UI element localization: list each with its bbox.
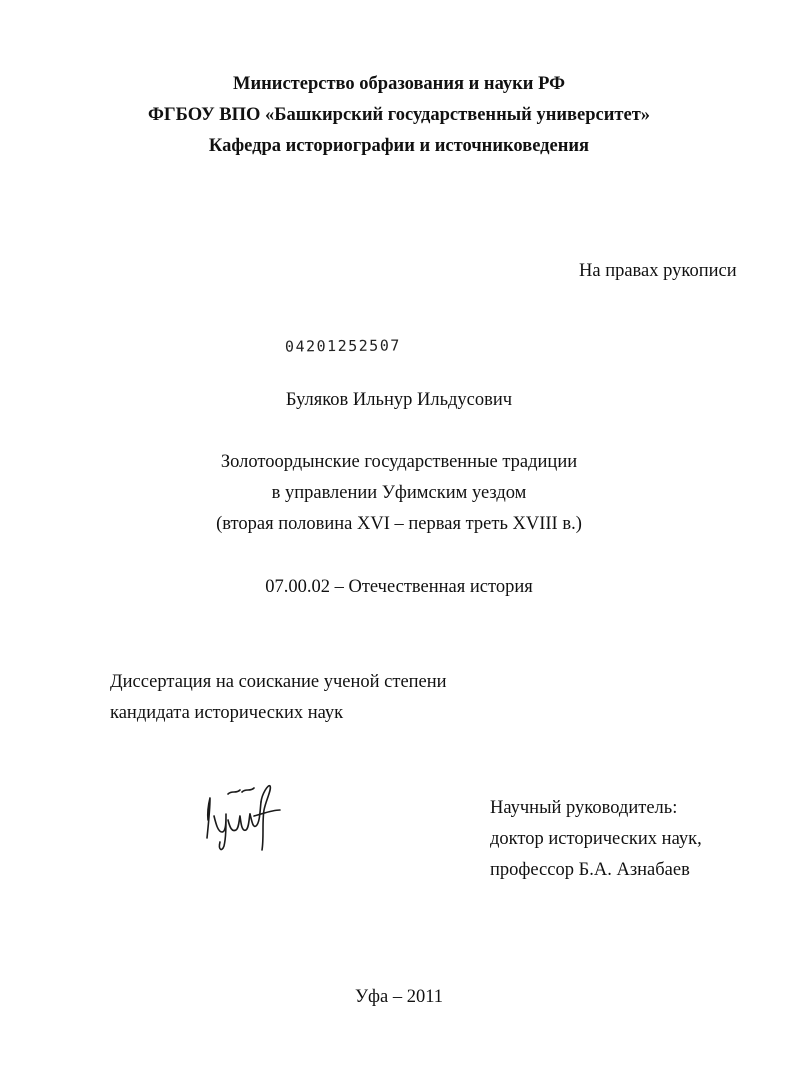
degree-line-2: кандидата исторических наук — [110, 703, 344, 723]
specialty-code: 07.00.02 – Отечественная история — [265, 577, 533, 597]
supervisor-degree: доктор исторических наук, — [490, 829, 702, 849]
manuscript-note: На правах рукописи — [579, 261, 737, 281]
author-name: Буляков Ильнур Ильдусович — [285, 390, 513, 410]
thesis-title-line-1: Золотоордынские государственные традиции — [220, 452, 578, 472]
thesis-title-line-2: в управлении Уфимским уездом — [271, 483, 527, 503]
supervisor-name: профессор Б.А. Азнабаев — [490, 860, 690, 880]
ministry-heading: Министерство образования и науки РФ — [233, 74, 565, 94]
department-heading: Кафедра историографии и источниковедения — [208, 136, 590, 156]
handwritten-signature-icon — [198, 780, 288, 855]
degree-line-1: Диссертация на соискание ученой степени — [110, 672, 447, 692]
supervisor-label: Научный руководитель: — [490, 798, 678, 818]
university-heading: ФГБОУ ВПО «Башкирский государственный университет» — [147, 105, 651, 125]
registration-stamp: 04201252507 — [284, 336, 401, 356]
footer-city-year: Уфа – 2011 — [354, 987, 444, 1007]
thesis-title-line-3: (вторая половина XVI – первая треть XVIII в.) — [216, 514, 582, 534]
